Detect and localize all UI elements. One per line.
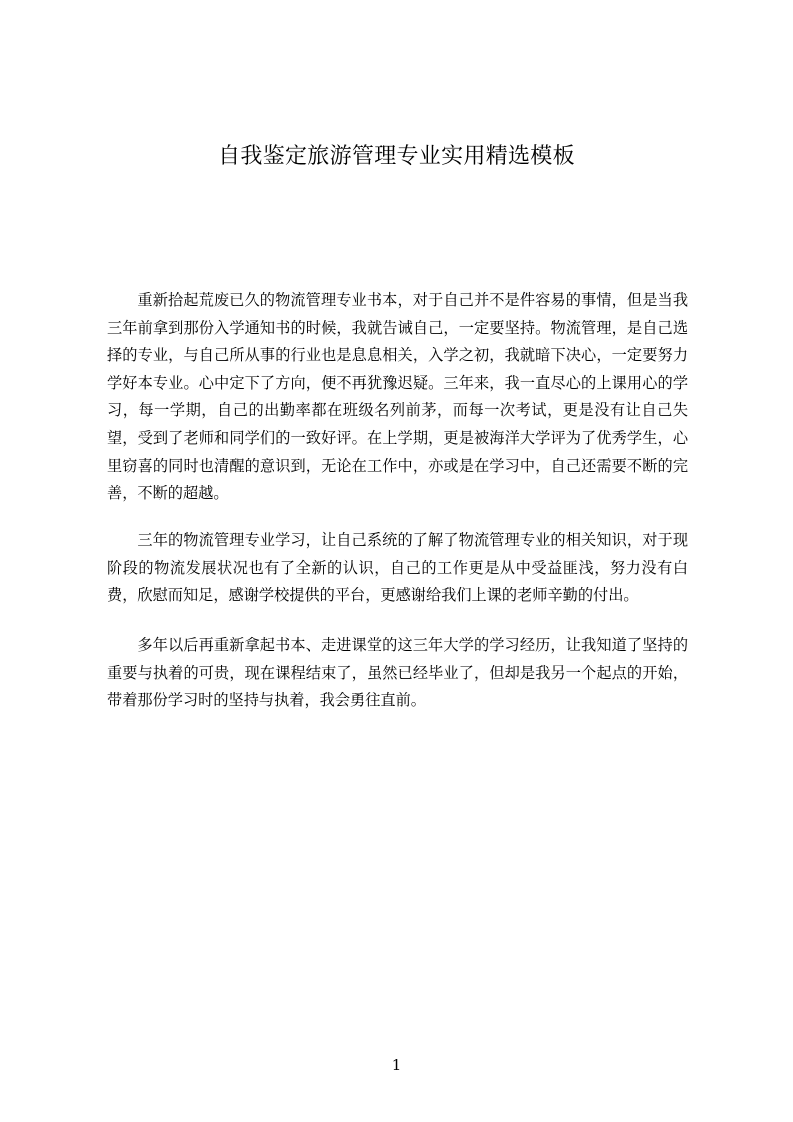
body-paragraph-3: 多年以后再重新拿起书本、走进课堂的这三年大学的学习经历，让我知道了坚持的重要与执着的可贵，现在课程结束了，虽然已经毕业了，但却是我另一个起点的开始，带着那份学习时的坚持与执着，我会勇往直前。 [107,636,688,710]
page-number: 1 [391,1056,402,1074]
body-paragraph-1: 重新拾起荒废已久的物流管理专业书本，对于自己并不是件容易的事情，但是当我三年前拿到那份入学通知书的时候，我就告诫自己，一定要坚持。物流管理，是自己选择的专业，与自己所从事的行业也是息息相关，入学之初，我就暗下决心，一定要努力学好本专业。心中定下了方向，便不再犹豫迟疑。三年来，我一直尽心的上课用心的学习，每一学期，自己的出勤率都在班级名列前茅，而每一次考试，更是没有让自己失望，受到了老师和同学们的一致好评。在上学期，更是被海洋大学评为了优秀学生，心里窃喜的同时也清醒的意识到，无论在工作中，亦或是在学习中，自己还需要不断的完善，不断的超越。 [107,291,688,503]
body-paragraph-2: 三年的物流管理专业学习，让自己系统的了解了物流管理专业的相关知识，对于现阶段的物流发展状况也有了全新的认识，自己的工作更是从中受益匪浅，努力没有白费，欣慰而知足，感谢学校提供的平台，更感谢给我们上课的老师辛勤的付出。 [107,531,688,605]
document-title: 自我鉴定旅游管理专业实用精选模板 [218,144,575,169]
